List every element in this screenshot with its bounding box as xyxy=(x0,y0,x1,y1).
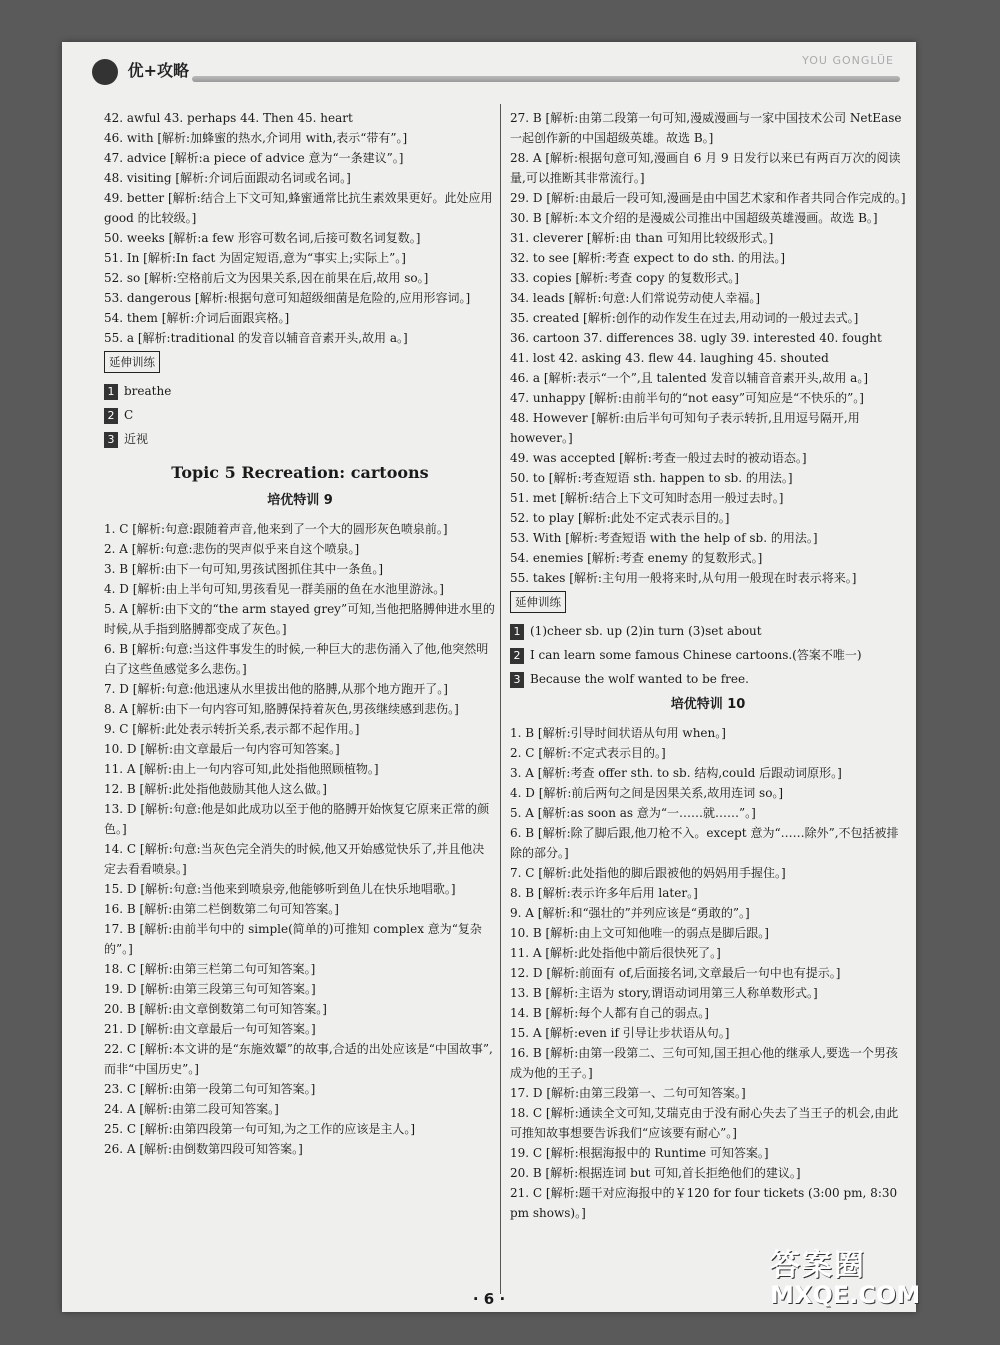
answer-item xyxy=(104,1039,496,1079)
answer-item xyxy=(510,1143,906,1163)
answer-text: Because the wolf wanted to be free. xyxy=(530,672,749,686)
answer-text: 31. cleverer [解析:由 than 可知用比较级形式。] xyxy=(510,231,774,245)
extension-number: 1 xyxy=(104,384,118,400)
answer-text: 17. D [解析:由第三段第一、二句可知答案。] xyxy=(510,1086,746,1100)
answer-item xyxy=(510,188,906,208)
answer-item xyxy=(510,823,906,863)
answer-text: 9. A [解析:和“强壮的”并列应该是“勇敢的”。] xyxy=(510,906,750,920)
answer-item xyxy=(510,368,906,388)
answer-item xyxy=(104,879,496,899)
answer-text: 50. weeks [解析:a few 形容可数名词,后接可数名词复数。] xyxy=(104,231,421,245)
answer-text: 5. A [解析:由下文的“the arm stayed grey”可知,当他把胳膊伸进水里的时候,从手指到胳膊都变成了灰色。] xyxy=(104,602,495,636)
answer-text: 6. B [解析:除了脚后跟,他刀枪不入。except 意为“……除外”,不包括被排除的部分。] xyxy=(510,826,899,860)
answer-text: 1. C [解析:句意:跟随着声音,他来到了一个大的圆形灰色喷泉前。] xyxy=(104,522,448,536)
answer-list-continued xyxy=(510,108,906,588)
answer-item xyxy=(104,599,496,639)
answer-item xyxy=(104,559,496,579)
answer-text: 30. B [解析:本文介绍的是漫威公司推出中国超级英雄漫画。故选 B。] xyxy=(510,211,878,225)
answer-item xyxy=(510,308,906,328)
answer-text: 15. D [解析:句意:当他来到喷泉旁,他能够听到鱼儿在快乐地唱歌。] xyxy=(104,882,456,896)
answer-text: 25. C [解析:由第四段第一句可知,为之工作的应该是主人。] xyxy=(104,1122,416,1136)
answer-text: 20. B [解析:由文章倒数第二句可知答案。] xyxy=(104,1002,327,1016)
answer-item xyxy=(510,268,906,288)
extension-label: 延伸训练 xyxy=(510,591,566,613)
answer-item xyxy=(104,699,496,719)
answer-text: 22. C [解析:本文讲的是“东施效颦”的故事,合适的出处应该是“中国故事”,而非“中国历史”。] xyxy=(104,1042,493,1076)
answer-item xyxy=(510,208,906,228)
answer-item xyxy=(104,188,496,228)
answer-text: 4. D [解析:由上半句可知,男孩看见一群美丽的鱼在水池里游泳。] xyxy=(104,582,444,596)
answer-text: 21. C [解析:题干对应海报中的￥120 for four tickets (3:00 pm, 8:30 pm shows)。] xyxy=(510,1186,898,1220)
answer-item xyxy=(510,348,906,368)
extension-item xyxy=(510,621,906,641)
answer-item xyxy=(510,1103,906,1143)
answer-item xyxy=(510,388,906,408)
answer-item xyxy=(510,803,906,823)
answer-item xyxy=(104,148,496,168)
answer-text: 8. B [解析:表示许多年后用 later。] xyxy=(510,886,698,900)
answer-item xyxy=(510,228,906,248)
answer-text: 3. A [解析:考查 offer sth. to sb. 结构,could 后跟动词原形。] xyxy=(510,766,842,780)
answer-item xyxy=(510,288,906,308)
answer-item xyxy=(510,488,906,508)
answer-item xyxy=(104,799,496,839)
answer-item xyxy=(510,548,906,568)
answer-text: 6. B [解析:句意:当这件事发生的时候,一种巨大的悲伤涌入了他,他突然明白了这些鱼感觉多么悲伤。] xyxy=(104,642,489,676)
answer-item xyxy=(510,903,906,923)
answer-item xyxy=(510,1163,906,1183)
answer-text: 32. to see [解析:考查 expect to do sth. 的用法。] xyxy=(510,251,786,265)
answer-text: 10. D [解析:由文章最后一句内容可知答案。] xyxy=(104,742,340,756)
answer-text: 8. A [解析:由下一句内容可知,胳膊保持着灰色,男孩继续感到悲伤。] xyxy=(104,702,459,716)
document-page xyxy=(62,42,916,1312)
answer-item xyxy=(510,963,906,983)
answer-item xyxy=(510,248,906,268)
page-header xyxy=(62,50,916,92)
answer-item xyxy=(510,1023,906,1043)
answer-text: 9. C [解析:此处表示转折关系,表示都不起作用。] xyxy=(104,722,360,736)
answer-text: 3. B [解析:由下一句可知,男孩试图抓住其中一条鱼。] xyxy=(104,562,384,576)
answer-text: 近视 xyxy=(124,432,149,446)
answer-text: 11. A [解析:由上一句内容可知,此处指他照顾植物。] xyxy=(104,762,379,776)
answer-text: 53. dangerous [解析:根据句意可知超级细菌是危险的,应用形容词。] xyxy=(104,291,471,305)
answer-text: 14. B [解析:每个人都有自己的弱点。] xyxy=(510,1006,709,1020)
answer-item xyxy=(510,468,906,488)
extension-number: 3 xyxy=(104,432,118,448)
answer-text: 21. D [解析:由文章最后一句可知答案。] xyxy=(104,1022,316,1036)
answer-text: 11. A [解析:此处指他中箭后很快死了。] xyxy=(510,946,721,960)
answer-item xyxy=(104,1079,496,1099)
extension-number: 2 xyxy=(510,648,524,664)
answer-text: 52. so [解析:空格前后文为因果关系,因在前果在后,故用 so。] xyxy=(104,271,429,285)
answer-item xyxy=(510,763,906,783)
answer-item xyxy=(104,328,496,348)
answer-item xyxy=(510,983,906,1003)
answer-text: 7. D [解析:句意:他迅速从水里拔出他的胳膊,从那个地方跑开了。] xyxy=(104,682,448,696)
answer-item xyxy=(510,448,906,468)
answer-text: 47. unhappy [解析:由前半句的“not easy”可知应是“不快乐的”。] xyxy=(510,391,864,405)
answer-text: 19. D [解析:由第三段第三句可知答案。] xyxy=(104,982,316,996)
answer-item xyxy=(510,743,906,763)
answer-item xyxy=(104,759,496,779)
answer-item xyxy=(104,268,496,288)
extension-list xyxy=(510,621,906,689)
answer-item xyxy=(510,1003,906,1023)
answer-text: 33. copies [解析:考查 copy 的复数形式。] xyxy=(510,271,739,285)
page-number: · 6 · xyxy=(472,1290,506,1308)
answer-text: 17. B [解析:由前半句中的 simple(简单的)可推知 complex 意为“复杂的”。] xyxy=(104,922,482,956)
answer-item xyxy=(510,1043,906,1083)
extension-item xyxy=(104,405,496,425)
logo-text: 优+攻略 xyxy=(127,61,189,80)
answer-item xyxy=(510,528,906,548)
extension-number: 2 xyxy=(104,408,118,424)
answer-item xyxy=(510,883,906,903)
answer-item xyxy=(510,568,906,588)
answer-text: 41. lost 42. asking 43. flew 44. laughing 45. shouted xyxy=(510,351,829,365)
answer-list-top xyxy=(104,108,496,348)
answer-text: 48. visiting [解析:介词后面跟动名词或名词。] xyxy=(104,171,351,185)
answer-text: 29. D [解析:由最后一段可知,漫画是由中国艺术家和作者共同合作完成的。] xyxy=(510,191,906,205)
answer-item xyxy=(104,1019,496,1039)
answer-item xyxy=(104,999,496,1019)
answer-item xyxy=(510,148,906,188)
answer-item xyxy=(104,308,496,328)
section-title-10: 培优特训 10 xyxy=(670,697,746,712)
answer-item xyxy=(510,1183,906,1223)
answer-item xyxy=(104,719,496,739)
answer-text: 49. better [解析:结合上下文可知,蜂蜜通常比抗生素效果更好。此处应用 good 的比较级。] xyxy=(104,191,493,225)
answer-item xyxy=(104,1099,496,1119)
answer-text: 2. C [解析:不定式表示目的。] xyxy=(510,746,666,760)
brand-text: YOU GONGLÜE xyxy=(802,54,894,67)
answer-text: 1. B [解析:引导时间状语从句用 when。] xyxy=(510,726,726,740)
answer-item xyxy=(104,919,496,959)
left-column xyxy=(104,108,496,1159)
answer-item xyxy=(104,739,496,759)
answer-item xyxy=(104,639,496,679)
answer-text: 55. a [解析:traditional 的发音以辅音音素开头,故用 a。] xyxy=(104,331,408,345)
header-rule xyxy=(192,76,900,82)
answer-item xyxy=(104,248,496,268)
answer-text: 46. with [解析:加蜂蜜的热水,介词用 with,表示“带有”。] xyxy=(104,131,408,145)
answer-text: 12. D [解析:前面有 of,后面接名词,文章最后一句中也有提示。] xyxy=(510,966,841,980)
answer-item xyxy=(104,979,496,999)
answer-text: 2. A [解析:句意:悲伤的哭声似乎来自这个喷泉。] xyxy=(104,542,360,556)
answer-text: 15. A [解析:even if 引导让步状语从句。] xyxy=(510,1026,730,1040)
answer-item xyxy=(510,328,906,348)
answer-text: 54. enemies [解析:考查 enemy 的复数形式。] xyxy=(510,551,763,565)
answer-text: 48. However [解析:由后半句可知句子表示转折,且用逗号隔开,用 however。] xyxy=(510,411,860,445)
extension-item xyxy=(510,645,906,665)
answer-item xyxy=(510,408,906,448)
section-title-9: 培优特训 9 xyxy=(267,493,333,508)
answer-text: 5. A [解析:as soon as 意为“一……就……”。] xyxy=(510,806,756,820)
answer-item xyxy=(510,723,906,743)
answer-item xyxy=(104,228,496,248)
topic-title: Topic 5 Recreation: cartoons xyxy=(171,463,429,482)
extension-label: 延伸训练 xyxy=(104,351,160,373)
answer-item xyxy=(510,1083,906,1103)
logo xyxy=(92,58,189,85)
answer-text: 27. B [解析:由第二段第一句可知,漫威漫画与一家中国技术公司 NetEase 一起创作新的中国超级英雄。故选 B。] xyxy=(510,111,902,145)
watermark-url: MXQE.COM xyxy=(770,1281,921,1309)
answer-text: 16. B [解析:由第二栏倒数第二句可知答案。] xyxy=(104,902,339,916)
answer-text: 28. A [解析:根据句意可知,漫画自 6 月 9 日发行以来已有两百万次的阅读量,可以推断其非常流行。] xyxy=(510,151,901,185)
answer-text: 46. a [解析:表示“一个”,且 talented 发音以辅音音素开头,故用 a。] xyxy=(510,371,869,385)
answer-text: 51. In [解析:In fact 为固定短语,意为“事实上;实际上”。] xyxy=(104,251,406,265)
answer-item xyxy=(104,679,496,699)
answer-item xyxy=(104,519,496,539)
extension-item xyxy=(510,669,906,689)
answer-item xyxy=(104,959,496,979)
answer-text: (1)cheer sb. up (2)in turn (3)set about xyxy=(530,624,762,638)
extension-number: 3 xyxy=(510,672,524,688)
answer-item xyxy=(510,923,906,943)
answer-text: 10. B [解析:由上文可知他唯一的弱点是脚后跟。] xyxy=(510,926,769,940)
answer-text: 49. was accepted [解析:考查一般过去时的被动语态。] xyxy=(510,451,807,465)
answer-item xyxy=(104,899,496,919)
answer-text: 53. With [解析:考查短语 with the help of sb. 的用法。] xyxy=(510,531,818,545)
extension-item xyxy=(104,381,496,401)
extension-item xyxy=(104,429,496,449)
answer-item xyxy=(104,1119,496,1139)
answer-text: C xyxy=(124,408,134,422)
answer-item xyxy=(104,168,496,188)
answer-text: 26. A [解析:由倒数第四段可知答案。] xyxy=(104,1142,303,1156)
answer-text: 4. D [解析:前后两句之间是因果关系,故用连词 so。] xyxy=(510,786,784,800)
answer-text: 24. A [解析:由第二段可知答案。] xyxy=(104,1102,279,1116)
answer-text: 13. B [解析:主语为 story,谓语动词用第三人称单数形式。] xyxy=(510,986,818,1000)
answer-text: 47. advice [解析:a piece of advice 意为“一条建议”。] xyxy=(104,151,404,165)
answer-text: 42. awful 43. perhaps 44. Then 45. heart xyxy=(104,111,353,125)
answer-text: 7. C [解析:此处指他的脚后跟被他的妈妈用手握住。] xyxy=(510,866,786,880)
answer-text: 51. met [解析:结合上下文可知时态用一般过去时。] xyxy=(510,491,784,505)
answer-text: 36. cartoon 37. differences 38. ugly 39. interested 40. fought xyxy=(510,331,882,345)
answer-text: 52. to play [解析:此处不定式表示目的。] xyxy=(510,511,730,525)
answer-text: 23. C [解析:由第一段第二句可知答案。] xyxy=(104,1082,316,1096)
answer-text: 14. C [解析:句意:当灰色完全消失的时候,他又开始感觉快乐了,并且他决定去看看喷泉。] xyxy=(104,842,485,876)
answer-text: 55. takes [解析:主句用一般将来时,从句用一般现在时表示将来。] xyxy=(510,571,857,585)
answer-text: 54. them [解析:介词后面跟宾格。] xyxy=(104,311,290,325)
answer-text: 50. to [解析:考查短语 sth. happen to sb. 的用法。] xyxy=(510,471,793,485)
answer-text: 13. D [解析:句意:他是如此成功以至于他的胳膊开始恢复它原来正常的颜色。] xyxy=(104,802,490,836)
answer-text: 16. B [解析:由第一段第二、三句可知,国王担心他的继承人,要选一个男孩成为他的王子。] xyxy=(510,1046,898,1080)
answer-item xyxy=(104,1139,496,1159)
answer-item xyxy=(510,783,906,803)
watermark xyxy=(770,1250,920,1308)
answer-item xyxy=(104,128,496,148)
answer-text: 12. B [解析:此处指他鼓励其他人这么做。] xyxy=(104,782,327,796)
answer-item xyxy=(104,839,496,879)
answer-text: 35. created [解析:创作的动作发生在过去,用动词的一般过去式。] xyxy=(510,311,859,325)
watermark-logo: 答案圈 xyxy=(770,1248,866,1283)
answer-text: 18. C [解析:由第三栏第二句可知答案。] xyxy=(104,962,316,976)
answer-text: 18. C [解析:通读全文可知,艾瑞克由于没有耐心失去了当王子的机会,由此可推知故事想要告诉我们“应该要有耐心”。] xyxy=(510,1106,899,1140)
answer-item xyxy=(510,508,906,528)
answer-item xyxy=(104,539,496,559)
answer-text: 34. leads [解析:句意:人们常说劳动使人幸福。] xyxy=(510,291,761,305)
answer-list-9 xyxy=(104,519,496,1159)
answer-item xyxy=(104,108,496,128)
extension-number: 1 xyxy=(510,624,524,640)
answer-item xyxy=(104,288,496,308)
answer-item xyxy=(104,779,496,799)
answer-list-10 xyxy=(510,723,906,1223)
right-column xyxy=(510,108,906,1223)
mascot-icon xyxy=(92,59,118,85)
column-divider xyxy=(500,104,501,1294)
answer-text: 20. B [解析:根据连词 but 可知,首长拒绝他们的建议。] xyxy=(510,1166,801,1180)
answer-text: I can learn some famous Chinese cartoons.(答案不唯一) xyxy=(530,648,862,662)
answer-item xyxy=(510,863,906,883)
answer-text: breathe xyxy=(124,384,172,398)
answer-item xyxy=(104,579,496,599)
answer-item xyxy=(510,943,906,963)
extension-list xyxy=(104,381,496,449)
answer-item xyxy=(510,108,906,148)
answer-text: 19. C [解析:根据海报中的 Runtime 可知答案。] xyxy=(510,1146,769,1160)
